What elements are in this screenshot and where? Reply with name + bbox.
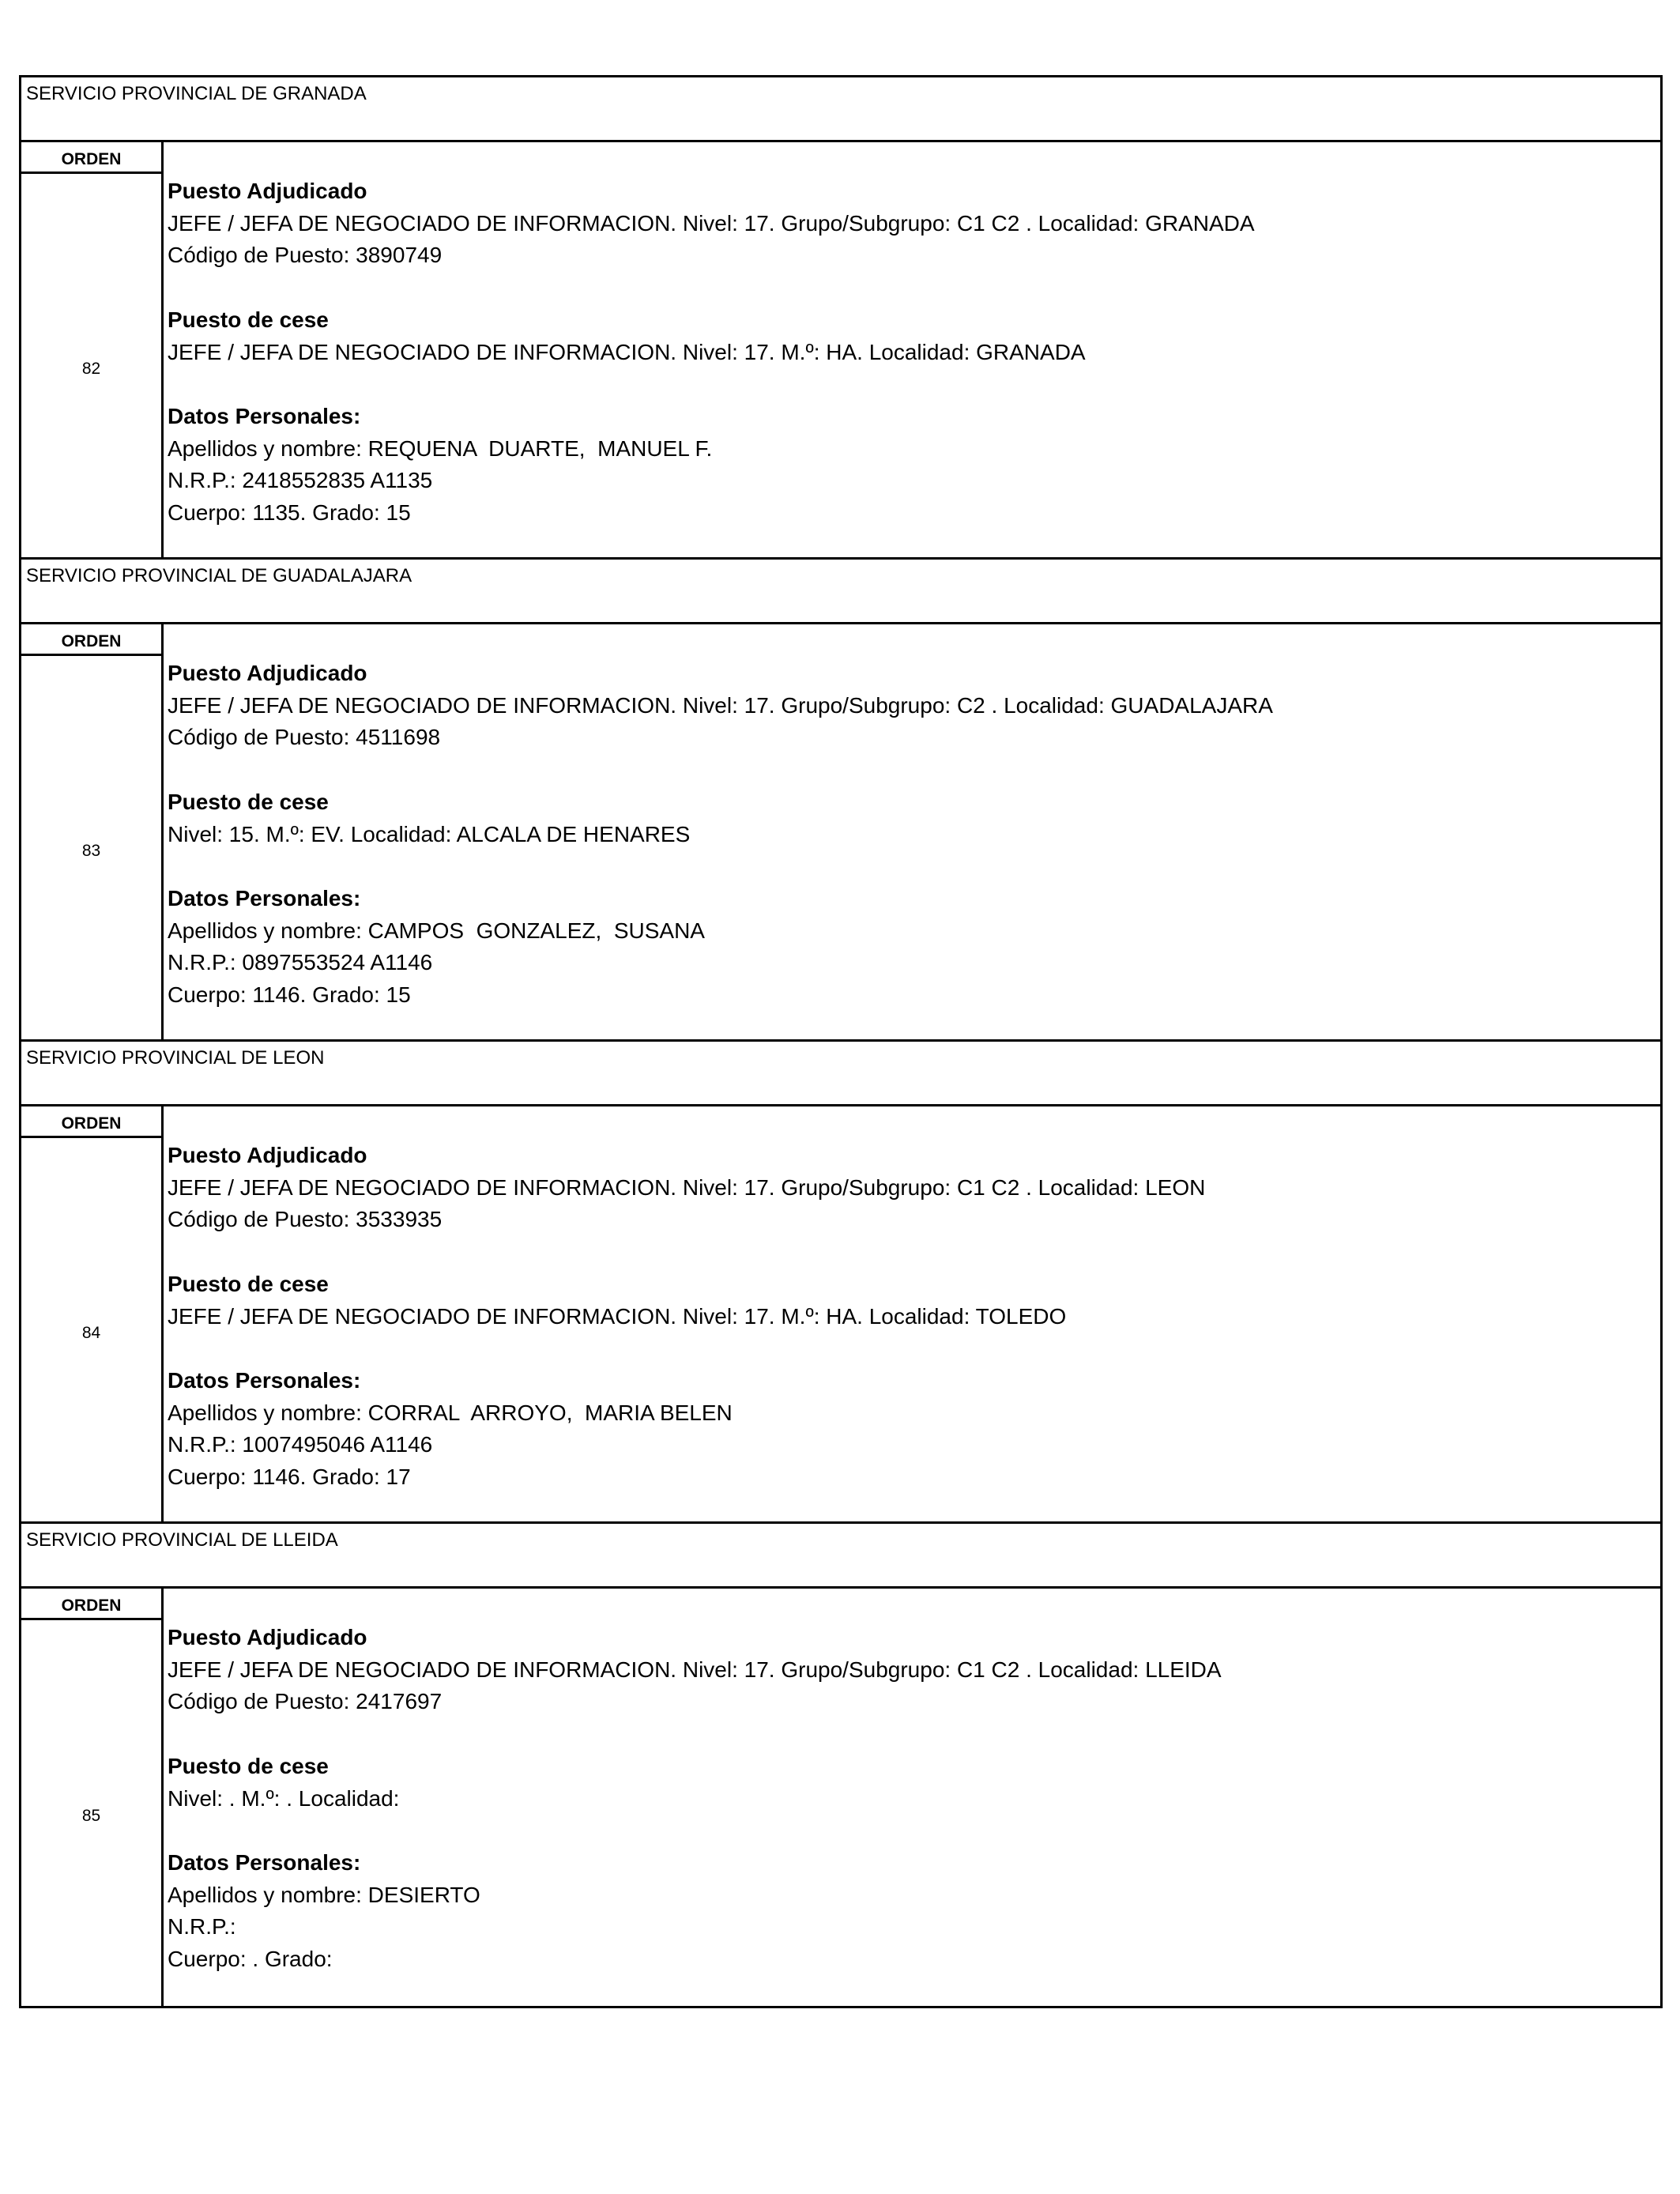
puesto-adjudicado-block xyxy=(168,1622,1660,1718)
section-header: SERVICIO PROVINCIAL DE LEON xyxy=(21,1042,1660,1106)
document-table xyxy=(19,75,1663,2008)
entry-content xyxy=(164,624,1660,1039)
datos-line: Apellidos y nombre: DESIERTO xyxy=(168,1882,480,1907)
datos-line: Cuerpo: 1146. Grado: 17 xyxy=(168,1465,411,1489)
datos-line: N.R.P.: 2418552835 A1135 xyxy=(168,468,433,493)
orden-label: ORDEN xyxy=(21,1106,161,1138)
datos-personales-title: Datos Personales: xyxy=(168,1367,361,1393)
puesto-adjudicado-title: Puesto Adjudicado xyxy=(168,661,367,685)
datos-line: Cuerpo: 1135. Grado: 15 xyxy=(168,500,411,525)
puesto-cese-block xyxy=(168,1269,1660,1333)
datos-line: N.R.P.: 0897553524 A1146 xyxy=(168,950,433,975)
orden-number: 84 xyxy=(81,1323,101,1342)
section-header: SERVICIO PROVINCIAL DE GRANADA xyxy=(21,77,1660,142)
datos-line: Apellidos y nombre: CORRAL ARROYO, MARIA BELEN xyxy=(168,1400,733,1425)
entry-content xyxy=(164,142,1660,557)
cese-line: JEFE / JEFA DE NEGOCIADO DE INFORMACION. Nivel: 17. M.º: HA. Localidad: TOLEDO xyxy=(168,1303,1067,1329)
puesto-cese-title: Puesto de cese xyxy=(168,789,329,814)
puesto-adjudicado-title: Puesto Adjudicado xyxy=(168,1143,367,1167)
datos-line: N.R.P.: xyxy=(168,1914,236,1940)
puesto-cese-title: Puesto de cese xyxy=(168,307,329,332)
datos-personales-title: Datos Personales: xyxy=(168,403,361,428)
datos-line: Cuerpo: . Grado: xyxy=(168,1947,333,1971)
datos-personales-block xyxy=(168,1365,1660,1494)
datos-line: Cuerpo: 1146. Grado: 15 xyxy=(168,982,411,1007)
adjudicado-line: JEFE / JEFA DE NEGOCIADO DE INFORMACION. Nivel: 17. Grupo/Subgrupo: C2 . Localidad: GUADALAJARA xyxy=(168,692,1273,718)
puesto-cese-title: Puesto de cese xyxy=(168,1753,329,1778)
orden-column xyxy=(21,142,164,557)
datos-personales-block xyxy=(168,401,1660,530)
puesto-cese-block xyxy=(168,304,1660,368)
cese-line: Nivel: 15. M.º: EV. Localidad: ALCALA DE HENARES xyxy=(168,821,691,846)
entry-content xyxy=(164,1589,1660,2006)
puesto-adjudicado-title: Puesto Adjudicado xyxy=(168,179,367,203)
orden-column xyxy=(21,1589,164,2006)
provincial-section xyxy=(21,1524,1660,2006)
puesto-adjudicado-block xyxy=(168,175,1660,272)
puesto-adjudicado-title: Puesto Adjudicado xyxy=(168,1625,367,1649)
datos-line: Apellidos y nombre: REQUENA DUARTE, MANUEL F. xyxy=(168,435,713,461)
entry-row xyxy=(21,624,1660,1042)
entry-row xyxy=(21,1589,1660,2006)
orden-column xyxy=(21,1106,164,1521)
orden-label: ORDEN xyxy=(21,1589,161,1620)
datos-personales-title: Datos Personales: xyxy=(168,1849,361,1875)
provincial-section xyxy=(21,1042,1660,1524)
puesto-adjudicado-block xyxy=(168,658,1660,754)
adjudicado-line: Código de Puesto: 3890749 xyxy=(168,243,443,268)
adjudicado-line: JEFE / JEFA DE NEGOCIADO DE INFORMACION. Nivel: 17. Grupo/Subgrupo: C1 C2 . Localidad: LLEIDA xyxy=(168,1657,1222,1682)
section-header: SERVICIO PROVINCIAL DE LLEIDA xyxy=(21,1524,1660,1589)
orden-label: ORDEN xyxy=(21,624,161,656)
orden-number: 83 xyxy=(81,841,101,860)
orden-number: 85 xyxy=(81,1807,101,1825)
orden-column xyxy=(21,624,164,1039)
cese-line: JEFE / JEFA DE NEGOCIADO DE INFORMACION. Nivel: 17. M.º: HA. Localidad: GRANADA xyxy=(168,339,1086,364)
puesto-cese-block xyxy=(168,1751,1660,1815)
adjudicado-line: JEFE / JEFA DE NEGOCIADO DE INFORMACION. Nivel: 17. Grupo/Subgrupo: C1 C2 . Localidad: GRANADA xyxy=(168,210,1255,236)
adjudicado-line: JEFE / JEFA DE NEGOCIADO DE INFORMACION. Nivel: 17. Grupo/Subgrupo: C1 C2 . Localidad: LEON xyxy=(168,1174,1206,1200)
section-header: SERVICIO PROVINCIAL DE GUADALAJARA xyxy=(21,560,1660,624)
orden-label: ORDEN xyxy=(21,142,161,174)
entry-row xyxy=(21,1106,1660,1524)
datos-personales-block xyxy=(168,1847,1660,1976)
provincial-section xyxy=(21,560,1660,1042)
adjudicado-line: Código de Puesto: 3533935 xyxy=(168,1207,443,1232)
puesto-adjudicado-block xyxy=(168,1140,1660,1236)
datos-line: Apellidos y nombre: CAMPOS GONZALEZ, SUSANA xyxy=(168,918,705,943)
datos-personales-block xyxy=(168,883,1660,1012)
adjudicado-line: Código de Puesto: 4511698 xyxy=(168,725,441,750)
entry-row xyxy=(21,142,1660,560)
datos-line: N.R.P.: 1007495046 A1146 xyxy=(168,1432,433,1457)
adjudicado-line: Código de Puesto: 2417697 xyxy=(168,1689,443,1714)
cese-line: Nivel: . M.º: . Localidad: xyxy=(168,1785,400,1811)
datos-personales-title: Datos Personales: xyxy=(168,885,361,910)
puesto-cese-title: Puesto de cese xyxy=(168,1271,329,1296)
orden-number: 82 xyxy=(81,359,101,378)
provincial-section xyxy=(21,77,1660,560)
puesto-cese-block xyxy=(168,786,1660,850)
entry-content xyxy=(164,1106,1660,1521)
